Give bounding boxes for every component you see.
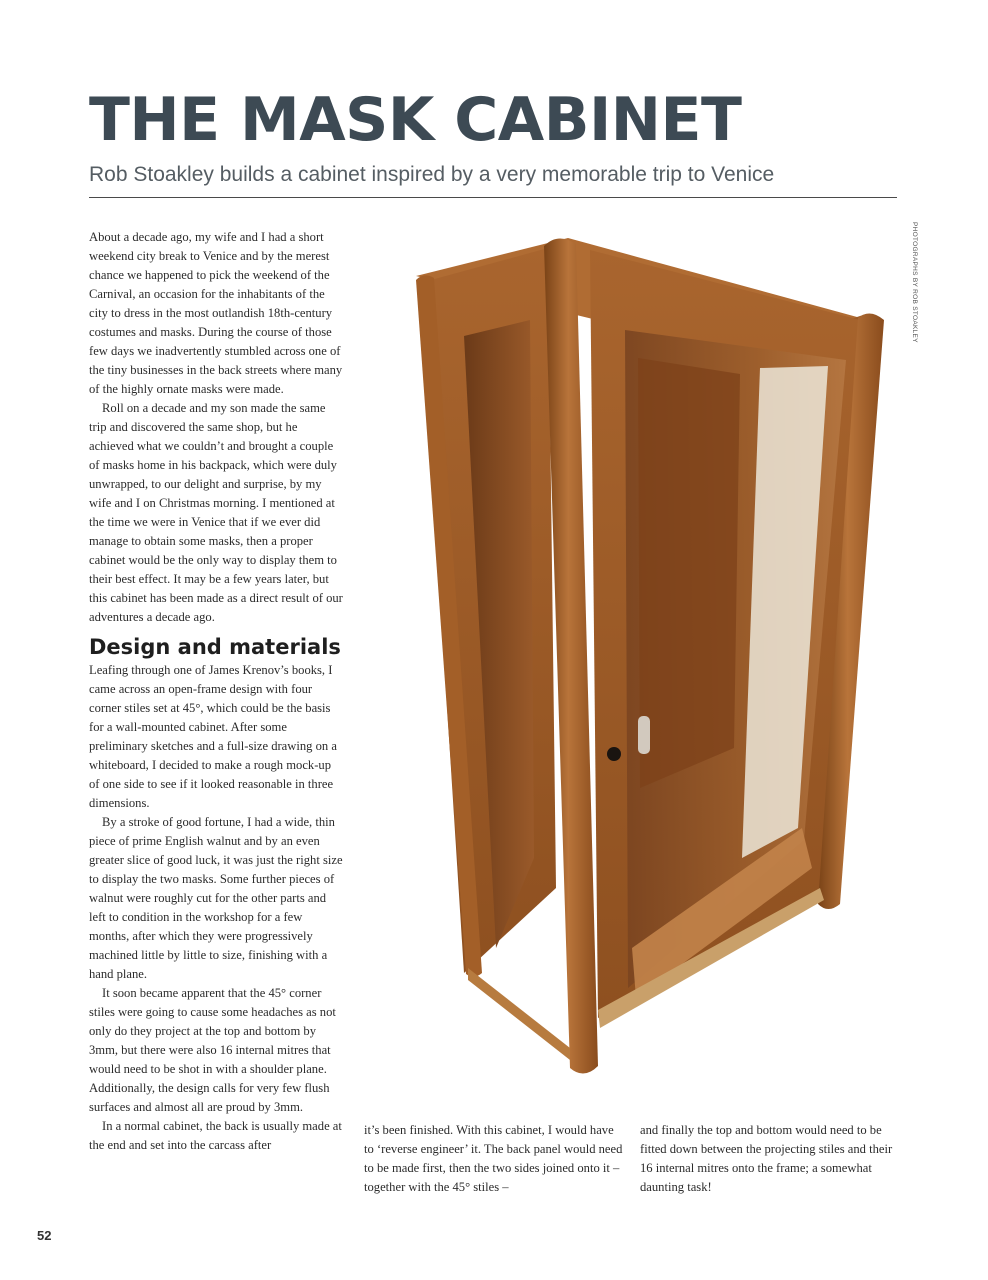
inner-back-panel (638, 358, 740, 788)
body-paragraph: About a decade ago, my wife and I had a short weekend city break to Venice and by the merest chance we happened to pick the weekend of the Carnival, an occasion for the inhabitants of the city to dress in the most outlandish 18th-century costumes and masks. During the course of those few days we inadvertently stumbled across one of the tiny businesses in the back streets where many of the highly ornate masks were made. (89, 230, 343, 396)
body-column-3 (640, 1121, 894, 1197)
door-knob (607, 747, 621, 761)
body-column-2 (364, 1121, 626, 1197)
section-heading: Design and materials (89, 635, 341, 659)
page-number: 52 (37, 1228, 52, 1243)
body-paragraph: In a normal cabinet, the back is usually made at the end and set into the carcass after (89, 1119, 342, 1152)
body-paragraph: Roll on a decade and my son made the same trip and discovered the same shop, but he achieved what we couldn’t and brought a couple of masks home in his backpack, which were duly unwrapped, to our delight and surprise, by my wife and I on Christmas morning. I mentioned at the time we were in Venice that if we ever did manage to obtain some masks, then a proper cabinet would be the only way to display them to their best effect. It may be a few years later, but this cabinet has been made as a direct result of our adventures a decade ago. (89, 401, 343, 624)
cabinet-photo (400, 228, 900, 1088)
body-paragraph: By a stroke of good fortune, I had a wide, thin piece of prime English walnut and by an even greater slice of good luck, it was just the right size to display the two masks. Some further pieces of walnut were roughly cut for the other parts and left to condition in the workshop for a few months, after which they were progressively machined little by little to size, finishing with a hand plane. (89, 815, 343, 981)
title-divider (89, 197, 897, 198)
article-title: THE MASK CABINET (89, 85, 742, 155)
body-paragraph: It soon became apparent that the 45° corner stiles were going to cause some headaches as not only do they project at the top and bottom by 3mm, but there were also 16 internal mitres that would need to be shot in with a shoulder plane. Additionally, the design calls for very few flush surfaces and almost all are proud by 3mm. (89, 986, 336, 1114)
article-subtitle: Rob Stoakley builds a cabinet inspired by a very memorable trip to Venice (89, 163, 775, 186)
photo-credit: PHOTOGRAPHS BY ROB STOAKLEY (911, 222, 918, 343)
door-latch (638, 716, 650, 754)
body-paragraph: it’s been finished. With this cabinet, I would have to ‘reverse engineer’ it. The back panel would need to be made first, then the two sides joined onto it – together with the 45° stiles – (364, 1123, 623, 1194)
body-column-1 (89, 228, 343, 1155)
body-paragraph: and finally the top and bottom would need to be fitted down between the projecting stiles and their 16 internal mitres onto the frame; a somewhat daunting task! (640, 1123, 893, 1194)
body-paragraph: Leafing through one of James Krenov’s books, I came across an open-frame design with four corner stiles set at 45°, which could be the basis for a wall-mounted cabinet. After some preliminary sketches and a full-size drawing on a whiteboard, I decided to make a rough mock-up of one side to see if it looked reasonable in three dimensions. (89, 663, 337, 810)
cabinet-bottom-rail-left (468, 968, 570, 1060)
